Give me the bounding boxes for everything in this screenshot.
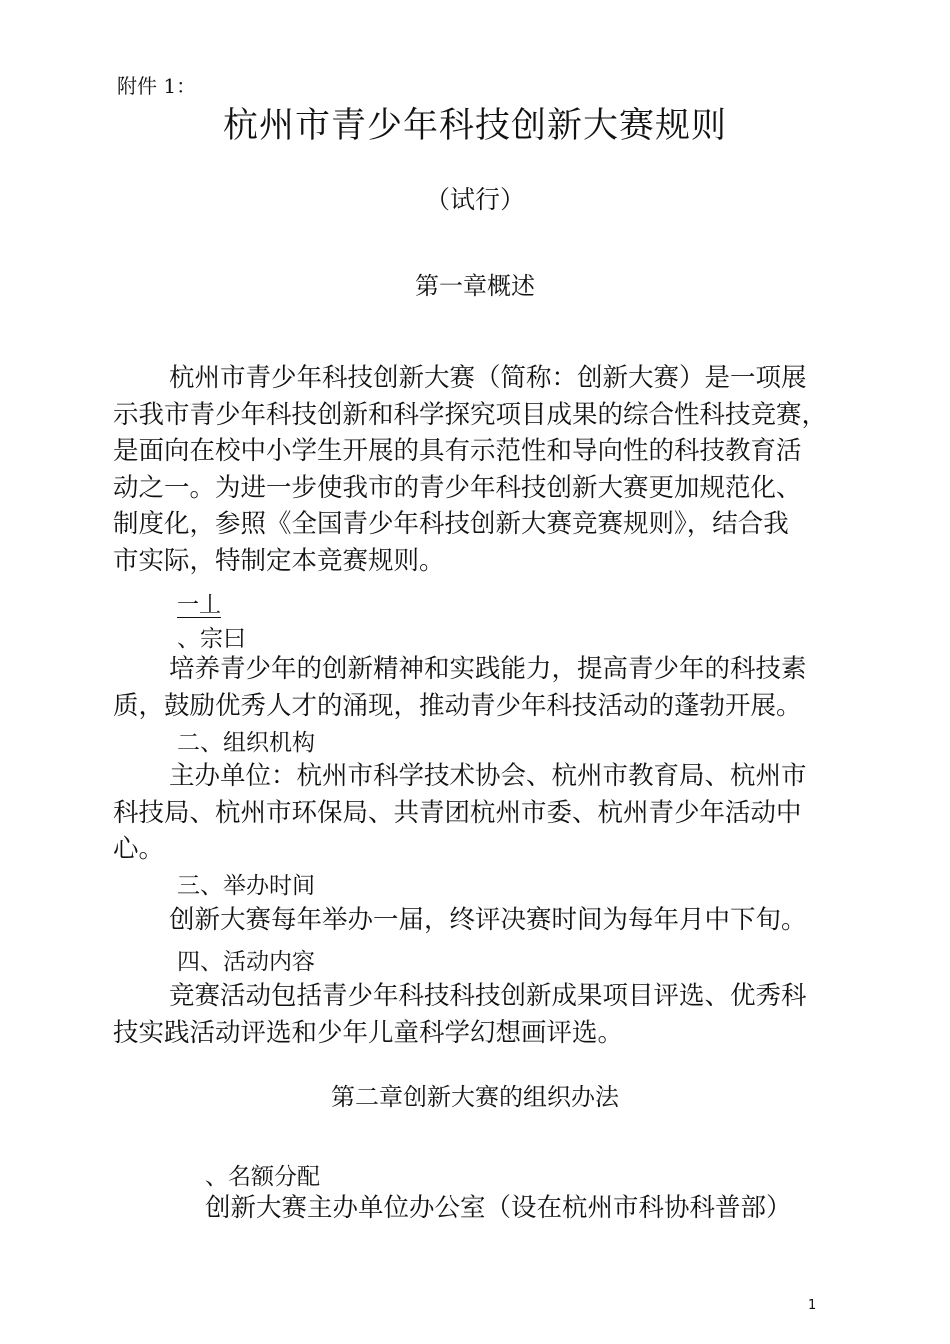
document-title: 杭州市青少年科技创新大赛规则 <box>222 106 727 146</box>
text-line: 培养青少年的创新精神和实践能力，提高青少年的科技素 <box>169 654 807 684</box>
attachment-label: 附件 1： <box>117 74 197 98</box>
text-line: 心。 <box>113 834 165 865</box>
text-line: 质，鼓励优秀人才的涌现，推动青少年科技活动的蓬勃开展。 <box>113 690 802 721</box>
section-4-body <box>113 978 853 1051</box>
section-4-heading: 四、活动内容 <box>177 949 315 975</box>
text-line: 竞赛活动包括青少年科技科技创新成果项目评选、优秀科 <box>169 981 807 1011</box>
page-number: 1 <box>808 1298 817 1313</box>
section-1-heading: 、宗曰 <box>177 626 246 652</box>
chapter-2-section-1-heading: 、名额分配 <box>205 1164 320 1190</box>
text-line: 技实践活动评选和少年儿童科学幻想画评选。 <box>113 1017 624 1048</box>
text-line: 主办单位：杭州市科学技术协会、杭州市教育局、杭州市 <box>169 761 807 791</box>
text-line: 创新大赛每年举办一届，终评决赛时间为每年月中下旬。 <box>169 905 807 935</box>
text-line: 动之一。为进一步使我市的青少年科技创新大赛更加规范化、 <box>113 472 802 503</box>
chapter-1-intro <box>113 360 853 580</box>
section-3-body <box>113 902 853 939</box>
text-line: 是面向在校中小学生开展的具有示范性和导向性的科技教育活 <box>113 436 802 467</box>
section-2-body <box>113 758 853 868</box>
document-subtitle: （试行） <box>424 185 525 214</box>
section-3-heading: 三、举办时间 <box>177 873 315 899</box>
section-2-heading: 二、组织机构 <box>177 730 315 756</box>
section-1-body <box>113 651 853 724</box>
text-line: 杭州市青少年科技创新大赛（简称：创新大赛）是一项展 <box>169 363 807 393</box>
text-line: 示我市青少年科技创新和科学探究项目成果的综合性科技竞赛， <box>113 399 828 430</box>
chapter-2-section-1-body: 创新大赛主办单位办公室（设在杭州市科协科普部） <box>205 1193 792 1223</box>
chapter-1-title: 第一章概述 <box>415 272 535 300</box>
chapter-2-title: 第二章创新大赛的组织办法 <box>331 1083 619 1111</box>
text-line: 科技局、杭州市环保局、共青团杭州市委、杭州青少年活动中 <box>113 797 802 828</box>
text-line: 市实际，特制定本竞赛规则。 <box>113 545 445 576</box>
text-line: 制度化，参照《全国青少年科技创新大赛竞赛规则》，结合我 <box>113 509 789 540</box>
section-1-mark: 一丄 <box>177 593 222 618</box>
